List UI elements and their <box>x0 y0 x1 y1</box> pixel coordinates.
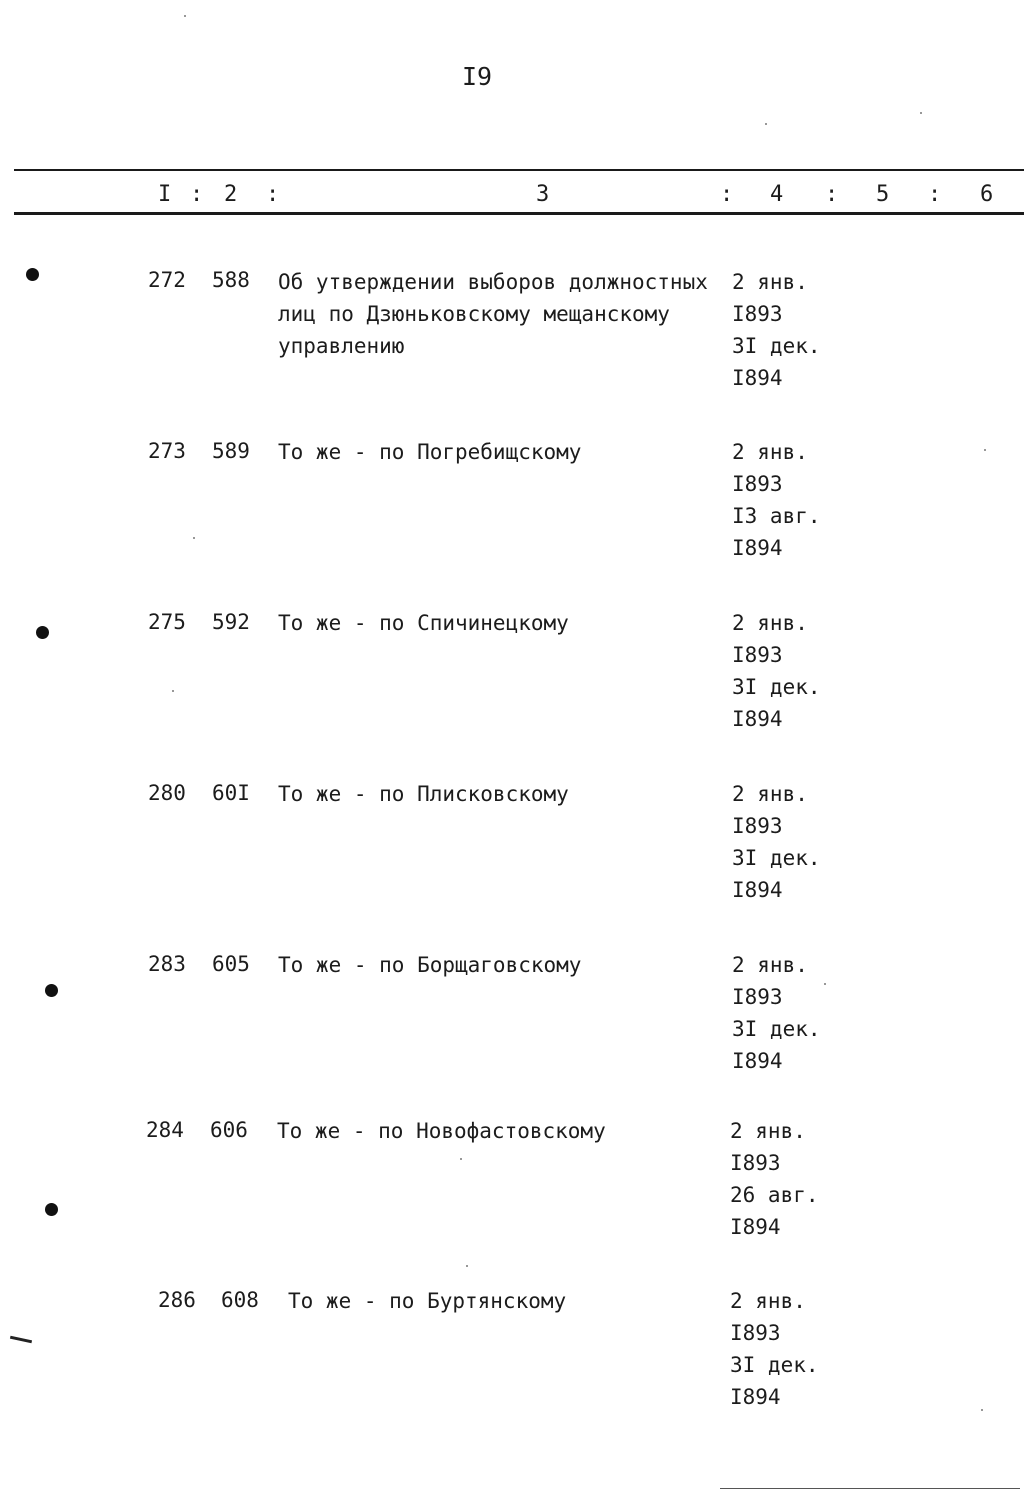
punch-hole <box>36 626 49 639</box>
header-col-3: 3 <box>536 182 550 207</box>
end-year: I894 <box>732 707 783 731</box>
header-separator: : <box>266 182 280 207</box>
header-separator: : <box>825 182 839 207</box>
start-year: I893 <box>730 1151 781 1175</box>
end-date: 3I дек. <box>732 675 821 699</box>
scan-speck <box>172 690 174 692</box>
start-year: I893 <box>732 985 783 1009</box>
start-date: 2 янв. <box>730 1119 806 1143</box>
case-title: То же - по Борщаговскому <box>278 953 582 977</box>
end-date: I3 авг. <box>732 504 821 528</box>
scan-speck <box>466 1265 468 1267</box>
header-separator: : <box>190 182 204 207</box>
end-year: I894 <box>730 1385 781 1409</box>
end-date: 26 авг. <box>730 1183 819 1207</box>
end-year: I894 <box>732 1049 783 1073</box>
header-col-6: 6 <box>980 182 994 207</box>
case-number: 608 <box>221 1288 259 1312</box>
start-year: I893 <box>730 1321 781 1345</box>
start-year: I893 <box>732 643 783 667</box>
case-number: 606 <box>210 1118 248 1142</box>
scan-speck <box>184 15 186 17</box>
end-year: I894 <box>732 536 783 560</box>
end-year: I894 <box>730 1215 781 1239</box>
bottom-edge-rule <box>720 1488 1020 1489</box>
end-date: 3I дек. <box>732 1017 821 1041</box>
header-bottom-rule <box>14 212 1024 215</box>
end-date: 3I дек. <box>732 334 821 358</box>
scan-speck <box>460 1158 462 1160</box>
date-range <box>730 1285 819 1413</box>
date-range <box>732 266 821 394</box>
scan-speck <box>981 1409 983 1411</box>
date-range <box>732 607 821 735</box>
header-top-rule <box>14 169 1024 171</box>
start-year: I893 <box>732 472 783 496</box>
row-number: 275 <box>148 610 186 634</box>
row-number: 280 <box>148 781 186 805</box>
start-date: 2 янв. <box>730 1289 806 1313</box>
date-range <box>732 436 821 564</box>
scan-speck <box>193 537 195 539</box>
punch-hole <box>45 1203 58 1216</box>
case-title: То же - по Новофастовскому <box>277 1119 606 1143</box>
date-range <box>732 778 821 906</box>
case-number: 589 <box>212 439 250 463</box>
end-year: I894 <box>732 366 783 390</box>
case-title: То же - по Спичинецкому <box>278 611 569 635</box>
date-range <box>732 949 821 1077</box>
scan-speck <box>920 112 922 114</box>
row-number: 273 <box>148 439 186 463</box>
start-date: 2 янв. <box>732 440 808 464</box>
start-date: 2 янв. <box>732 953 808 977</box>
start-date: 2 янв. <box>732 611 808 635</box>
punch-hole <box>45 984 58 997</box>
header-col-4: 4 <box>770 182 784 207</box>
scan-speck <box>765 123 767 125</box>
case-number: 588 <box>212 268 250 292</box>
case-number: 60I <box>212 781 250 805</box>
case-title: То же - по Плисковскому <box>278 782 569 806</box>
case-title: То же - по Буртянскому <box>288 1289 567 1313</box>
start-date: 2 янв. <box>732 270 808 294</box>
start-year: I893 <box>732 302 783 326</box>
header-col-2: 2 <box>224 182 238 207</box>
end-date: 3I дек. <box>730 1353 819 1377</box>
end-date: 3I дек. <box>732 846 821 870</box>
header-col-1: I <box>158 182 172 207</box>
case-number: 592 <box>212 610 250 634</box>
row-number: 283 <box>148 952 186 976</box>
case-title: То же - по Погребищскому <box>278 440 582 464</box>
header-col-5: 5 <box>876 182 890 207</box>
row-number: 284 <box>146 1118 184 1142</box>
row-number: 286 <box>158 1288 196 1312</box>
header-separator: : <box>928 182 942 207</box>
row-number: 272 <box>148 268 186 292</box>
case-number: 605 <box>212 952 250 976</box>
page-number: I9 <box>462 62 493 91</box>
header-separator: : <box>720 182 734 207</box>
start-year: I893 <box>732 814 783 838</box>
case-title: Об утверждении выборов должностных лиц по Дзюньковскому мещанскому управлению <box>278 270 708 358</box>
scan-speck <box>824 983 826 985</box>
date-range <box>730 1115 819 1243</box>
start-date: 2 янв. <box>732 782 808 806</box>
end-year: I894 <box>732 878 783 902</box>
scan-mark <box>10 1336 32 1344</box>
punch-hole <box>26 268 39 281</box>
scan-speck <box>984 449 986 451</box>
